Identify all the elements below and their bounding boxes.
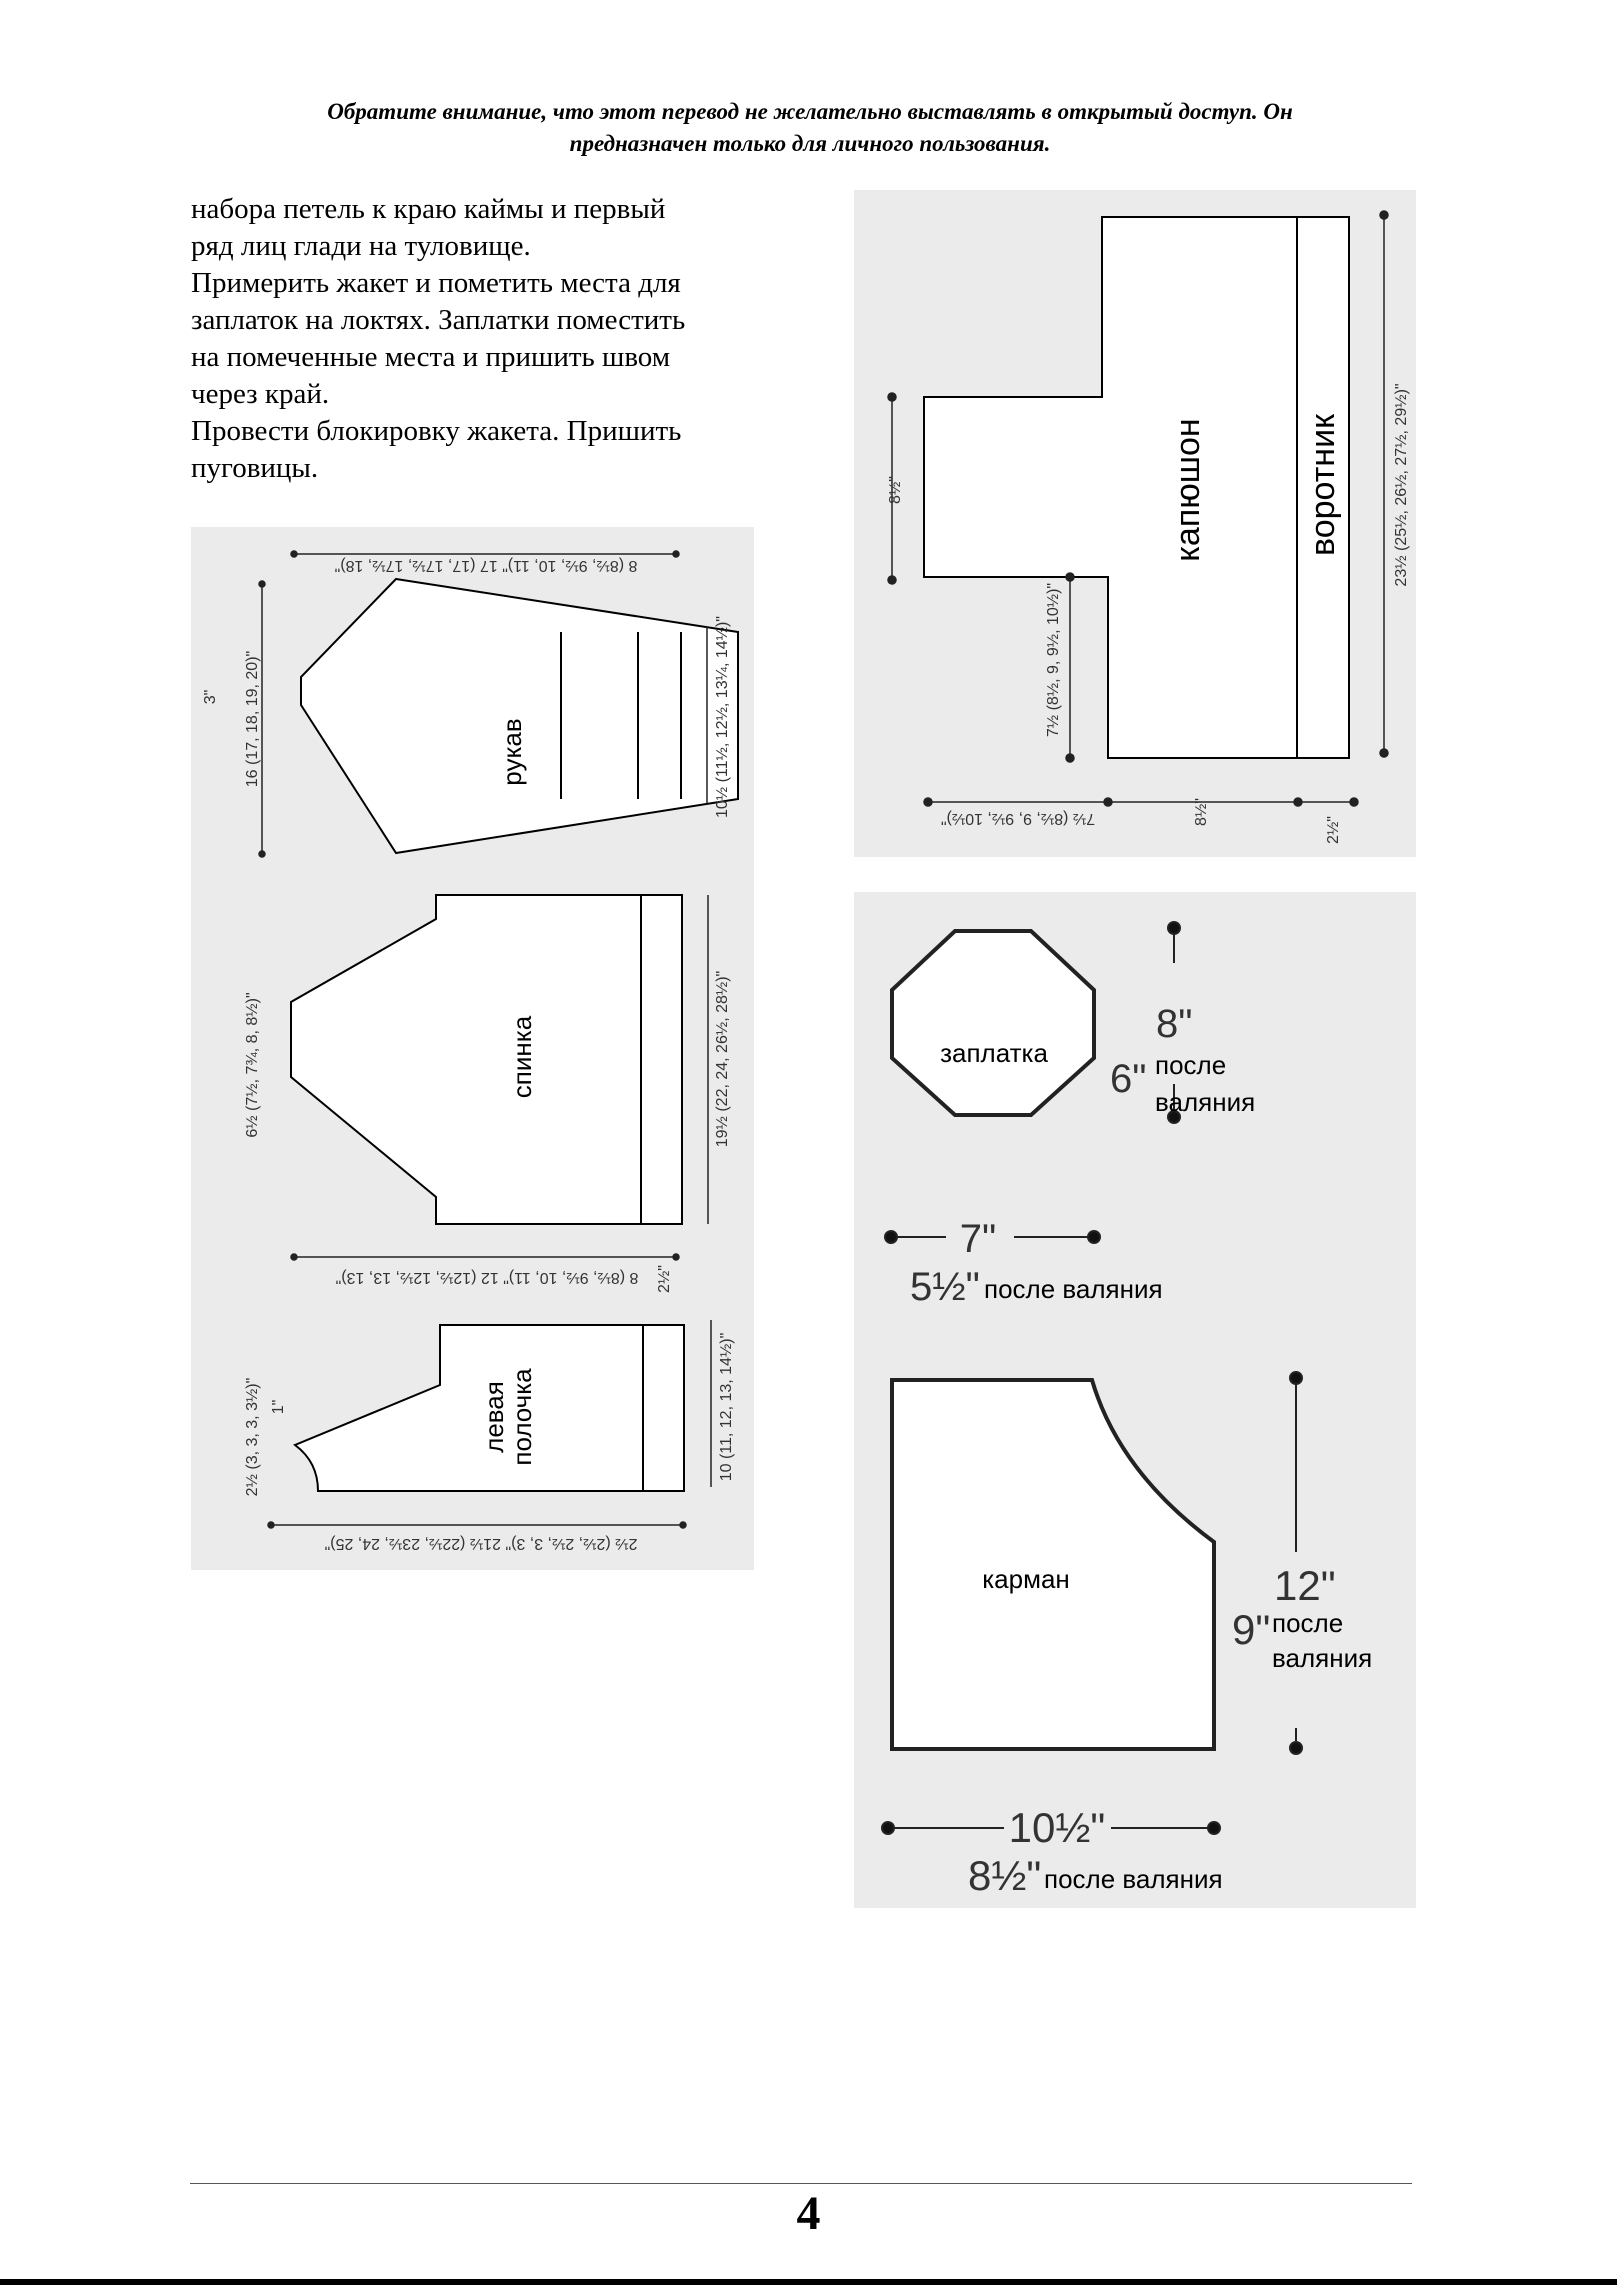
front-label-1: левая (479, 1381, 509, 1453)
dim-hood-right: 23½ (25½, 26½, 27½, 29½)" (1393, 383, 1410, 587)
translation-notice (200, 96, 1420, 160)
back-label: спинка (507, 1015, 537, 1099)
paragraph-line: ряд лиц глади на туловище. (191, 230, 531, 262)
hood-label: капюшон (1169, 418, 1207, 562)
paragraph-line: Провести блокировку жакета. Пришить (191, 415, 682, 447)
pocket-width: 10½" (1008, 1804, 1106, 1851)
patch-felted-note-2: валяния (1155, 1087, 1256, 1117)
patch-felted-note-1: после (1155, 1050, 1227, 1080)
dim-hood-bottom-right: 2½" (1325, 816, 1342, 844)
paragraph-line: набора петель к краю каймы и первый (191, 193, 666, 225)
garment-schematic-svg (191, 527, 754, 1570)
instructions-paragraph (191, 191, 791, 487)
pocket-width-felted: 8½" (968, 1852, 1042, 1899)
patch-pocket-svg (854, 892, 1416, 1908)
dim-sleeve-right: 10½ (11½, 12½, 13¼, 14½)" (714, 616, 731, 818)
sleeve-piece (301, 579, 738, 853)
patch-width: 7" (959, 1217, 997, 1261)
hood-schematic-svg (854, 190, 1416, 857)
dim-back-band: 2½" (656, 1265, 673, 1293)
footer-divider (190, 2183, 1412, 2184)
garment-schematic-panel (191, 527, 754, 1570)
patch-label: заплатка (940, 1038, 1048, 1068)
patch-piece (892, 931, 1094, 1115)
dim-sleeve-left: 16 (17, 18, 19, 20)" (244, 650, 261, 788)
patch-pocket-panel (854, 892, 1416, 1908)
paragraph-line: пуговицы. (191, 452, 319, 484)
hood-piece (924, 217, 1349, 758)
pocket-felted-note-1: после (1272, 1608, 1344, 1638)
pocket-height: 12" (1274, 1562, 1336, 1609)
page-number: 4 (796, 2187, 821, 2240)
sleeve-label: рукав (497, 718, 527, 786)
paragraph-line: через край. (191, 378, 330, 410)
patch-height-felted: 6" (1110, 1057, 1147, 1101)
paragraph-line: на помеченные места и пришить швом (191, 341, 671, 373)
front-label-2: полочка (507, 1368, 537, 1466)
page-bottom-border (0, 2279, 1617, 2285)
back-piece (291, 895, 682, 1224)
paragraph-line: заплаток на локтях. Заплатки поместить (191, 304, 686, 336)
dim-back-right: 19½ (22, 24, 26½, 28½)" (714, 970, 731, 1148)
dim-back-bottom: 8 (8½, 9½, 10, 11)" 12 (12½, 12½, 13, 13)" (335, 1269, 639, 1286)
dim-front-bottom: 2½ (2½, 2½, 3, 3)" 21½ (22½, 23½, 24, 25)" (324, 1535, 638, 1552)
paragraph-line: Примерить жакет и пометить места для (191, 267, 681, 299)
patch-width-felted: 5½" (910, 1265, 980, 1309)
notice-line-1: Обратите внимание, что этот перевод не желательно выставлять в открытый доступ. Он (327, 99, 1293, 124)
patch-height: 8" (1156, 1002, 1193, 1046)
notice-line-2: предназначен только для личного пользования. (569, 131, 1051, 156)
dim-sleeve-cap: 3" (202, 689, 219, 705)
pocket-width-felted-note: после валяния (1044, 1864, 1223, 1894)
dim-hood-left-lower: 7½ (8½, 9, 9½, 10½)" (1045, 582, 1062, 738)
dim-hood-left-top: 8½" (887, 476, 904, 504)
dim-front-left: 2½ (3, 3, 3, 3½)" (244, 1377, 261, 1497)
pocket-felted-note-2: валяния (1272, 1643, 1373, 1673)
pocket-label: карман (982, 1564, 1070, 1594)
dim-hood-bottom-left: 7½ (8½, 9, 9½, 10½)" (940, 810, 1096, 827)
dim-sleeve-top: 8 (8½, 9½, 10, 11)" 17 (17, 17½, 17½, 18)" (334, 557, 638, 574)
patch-width-felted-note: после валяния (984, 1274, 1163, 1304)
dim-front-neck: 1" (270, 1399, 287, 1415)
dim-hood-bottom-mid: 8½" (1193, 798, 1210, 826)
collar-label: воротник (1304, 414, 1342, 556)
pocket-height-felted: 9" (1232, 1606, 1271, 1653)
dim-front-right: 10 (11, 12, 13, 14½)" (718, 1332, 735, 1482)
hood-schematic-panel (854, 190, 1416, 857)
dim-back-left: 6½ (7½, 7¾, 8, 8½)" (244, 992, 261, 1138)
